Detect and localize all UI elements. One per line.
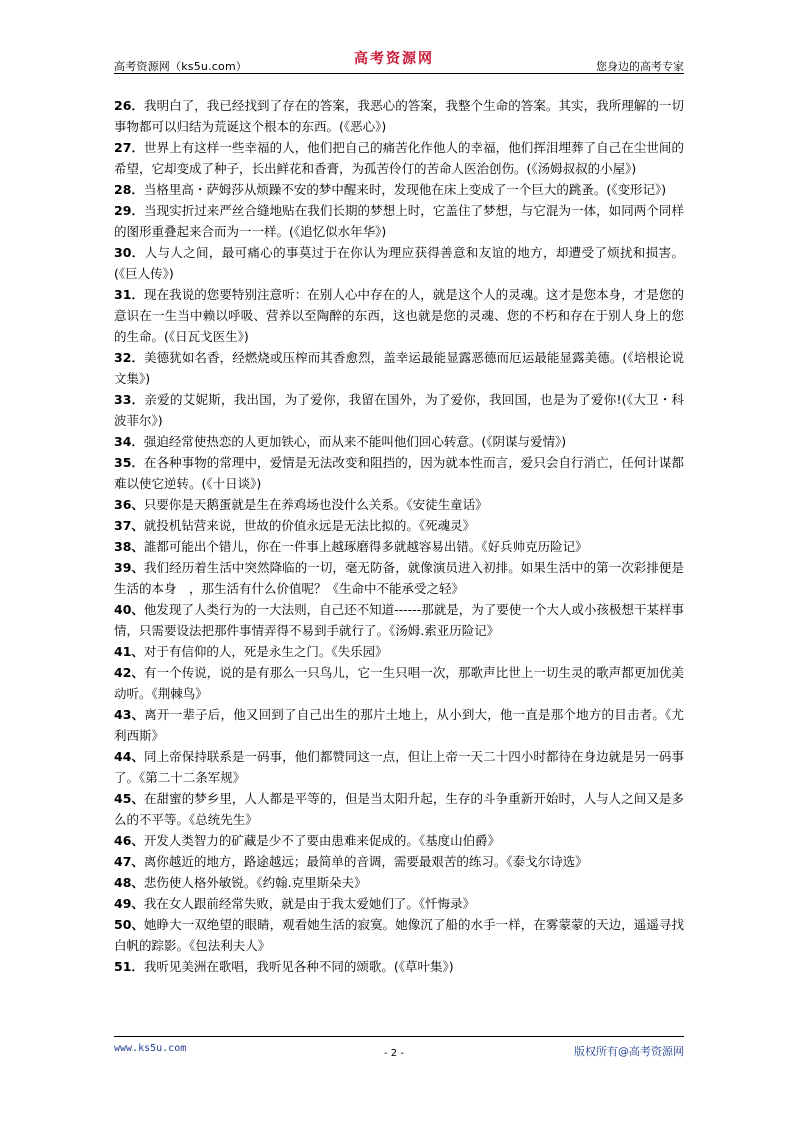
- quote-text: 只要你是天鹅蛋就是生在养鸡场也没什么关系。《安徒生童话》: [143, 497, 488, 512]
- quote-number: 39、: [114, 560, 145, 575]
- quote-text: 当格里高・萨姆莎从烦躁不安的梦中醒来时，发现他在床上变成了一个巨大的跳蚤。(《变形记》): [143, 182, 667, 197]
- quote-number: 28．: [114, 182, 144, 197]
- quote-text: 就投机钻营来说，世故的价值永远是无法比拟的。《死魂灵》: [143, 518, 476, 533]
- quote-item: [114, 641, 684, 662]
- quote-number: 26．: [114, 98, 145, 113]
- quote-number: 50、: [114, 917, 145, 932]
- quote-number: 36、: [114, 497, 144, 512]
- quote-number: 48、: [114, 875, 144, 890]
- quote-item: [114, 137, 684, 179]
- quote-number: 34．: [114, 434, 144, 449]
- footer-copyright: 版权所有@高考资源网: [574, 1045, 684, 1058]
- quote-item: [114, 452, 684, 494]
- quote-number: 41、: [114, 644, 144, 659]
- quote-number: 32．: [114, 350, 145, 365]
- quote-list: [114, 95, 684, 977]
- header-logo: 高考资源网: [354, 51, 434, 67]
- quote-text: 我们经历着生活中突然降临的一切，毫无防备，就像演员进入初排。如果生活中的第一次彩排便是生活的本身 ，那生活有什么价值呢？《生命中不能承受之轻》: [114, 560, 684, 596]
- page-number: - 2 -: [384, 1048, 404, 1059]
- quote-number: 33．: [114, 392, 145, 407]
- quote-text: 开发人类智力的矿藏是少不了要由患难来促成的。《基度山伯爵》: [143, 833, 501, 848]
- quote-item: [114, 389, 684, 431]
- quote-text: 同上帝保持联系是一码事，他们都赞同这一点，但让上帝一天二十四小时都待在身边就是另一码事了。《第二十二条军规》: [114, 749, 684, 785]
- quote-text: 有一个传说，说的是有那么一只鸟儿，它一生只唱一次，那歌声比世上一切生灵的歌声都更加优美动听。《荆棘鸟》: [114, 665, 684, 701]
- quote-item: [114, 494, 684, 515]
- quote-item: [114, 956, 684, 977]
- quote-number: 27．: [114, 140, 145, 155]
- quote-item: [114, 557, 684, 599]
- quote-number: 51．: [114, 959, 144, 974]
- quote-item: [114, 515, 684, 536]
- quote-text: 人与人之间，最可痛心的事莫过于在你认为理应获得善意和友谊的地方，却遭受了烦扰和损害。(《巨人传》): [114, 245, 684, 281]
- quote-item: [114, 242, 684, 284]
- quote-number: 35．: [114, 455, 145, 470]
- quote-item: [114, 599, 684, 641]
- quote-number: 45、: [114, 791, 145, 806]
- quote-text: 在甜蜜的梦乡里，人人都是平等的，但是当太阳升起，生存的斗争重新开始时，人与人之间又是多么的不平等。《总统先生》: [114, 791, 684, 827]
- quote-number: 38、: [114, 539, 144, 554]
- quote-item: [114, 851, 684, 872]
- quote-item: [114, 284, 684, 347]
- quote-number: 31．: [114, 287, 145, 302]
- quote-number: 29．: [114, 203, 145, 218]
- quote-item: [114, 179, 684, 200]
- quote-text: 现在我说的您要特别注意听：在别人心中存在的人，就是这个人的灵魂。这才是您本身，才是您的意识在一生当中赖以呼吸、营养以至陶醉的东西，这也就是您的灵魂、您的不朽和存在于别人身上的您的生命。(《日瓦戈医生》): [114, 287, 684, 344]
- quote-item: [114, 893, 684, 914]
- quote-text: 强迫经常使热恋的人更加铁心，而从来不能叫他们回心转意。(《阴谋与爱情》): [143, 434, 567, 449]
- quote-text: 悲伤使人格外敏锐。《约翰.克里斯朵夫》: [143, 875, 367, 890]
- quote-text: 离开一辈子后，他又回到了自己出生的那片土地上，从小到大，他一直是那个地方的目击者。《尤利西斯》: [114, 707, 684, 743]
- quote-number: 40、: [114, 602, 144, 617]
- quote-number: 44、: [114, 749, 145, 764]
- quote-text: 美德犹如名香，经燃烧或压榨而其香愈烈，盖幸运最能显露恶德而厄运最能显露美德。(《培根论说文集》): [114, 350, 684, 386]
- header-site-name: 高考资源网（ks5u.com）: [114, 60, 248, 73]
- page-footer: [114, 1036, 684, 1066]
- quote-item: [114, 347, 684, 389]
- quote-text: 在各种事物的常理中，爱情是无法改变和阻挡的，因为就本性而言，爱只会自行消亡，任何计谋都难以使它逆转。(《十日谈》): [114, 455, 684, 491]
- quote-text: 我在女人跟前经常失败，就是由于我太爱她们了。《忏悔录》: [143, 896, 476, 911]
- quote-item: [114, 830, 684, 851]
- quote-item: [114, 431, 684, 452]
- quote-item: [114, 788, 684, 830]
- quote-number: 46、: [114, 833, 144, 848]
- quote-item: [114, 914, 684, 956]
- quote-number: 43、: [114, 707, 145, 722]
- quote-text: 她睁大一双绝望的眼睛，观看她生活的寂寞。她像沉了船的水手一样，在雾蒙蒙的天边，遥遥寻找白帆的踪影。《包法利夫人》: [114, 917, 684, 953]
- footer-url-link[interactable]: www.ks5u.com: [114, 1043, 187, 1054]
- quote-item: [114, 662, 684, 704]
- quote-text: 我听见美洲在歌唱，我听见各种不同的颂歌。(《草叶集》): [143, 959, 454, 974]
- quote-text: 他发现了人类行为的一大法则，自己还不知道------那就是，为了要使一个大人或小孩极想干某样事情，只需要设法把那件事情弄得不易到手就行了。《汤姆.索亚历险记》: [114, 602, 684, 638]
- quote-item: [114, 536, 684, 557]
- quote-text: 亲爱的艾妮斯，我出国，为了爱你，我留在国外，为了爱你，我回国，也是为了爱你!(《大卫・科波菲尔》): [114, 392, 684, 428]
- quote-number: 42、: [114, 665, 145, 680]
- quote-item: [114, 872, 684, 893]
- quote-item: [114, 200, 684, 242]
- header-divider: [114, 73, 684, 74]
- header-slogan: 您身边的高考专家: [596, 60, 684, 73]
- page-header: [114, 48, 684, 76]
- quote-number: 49、: [114, 896, 144, 911]
- quote-text: 对于有信仰的人，死是永生之门。《失乐园》: [143, 644, 388, 659]
- quote-number: 37、: [114, 518, 144, 533]
- quote-item: [114, 95, 684, 137]
- quote-number: 47、: [114, 854, 144, 869]
- quote-item: [114, 704, 684, 746]
- quote-item: [114, 746, 684, 788]
- footer-divider: [114, 1036, 684, 1037]
- quote-text: 世界上有这样一些幸福的人，他们把自己的痛苦化作他人的幸福，他们挥泪埋葬了自己在尘世间的希望，它却变成了种子，长出鲜花和香膏，为孤苦伶仃的苦命人医治创伤。(《汤姆叔叔的小屋》): [114, 140, 684, 176]
- quote-text: 我明白了，我已经找到了存在的答案，我恶心的答案，我整个生命的答案。其实，我所理解的一切事物都可以归结为荒诞这个根本的东西。(《恶心》): [114, 98, 684, 134]
- quote-text: 当现实折过来严丝合缝地贴在我们长期的梦想上时，它盖住了梦想，与它混为一体，如同两个同样的图形重叠起来合而为一一样。(《追忆似水年华》): [114, 203, 684, 239]
- quote-number: 30．: [114, 245, 145, 260]
- quote-text: 誰都可能出个错儿，你在一件事上越琢磨得多就越容易出错。《好兵帅克历险记》: [143, 539, 588, 554]
- quote-text: 离你越近的地方，路途越远；最简单的音调，需要最艰苦的练习。《泰戈尔诗选》: [143, 854, 588, 869]
